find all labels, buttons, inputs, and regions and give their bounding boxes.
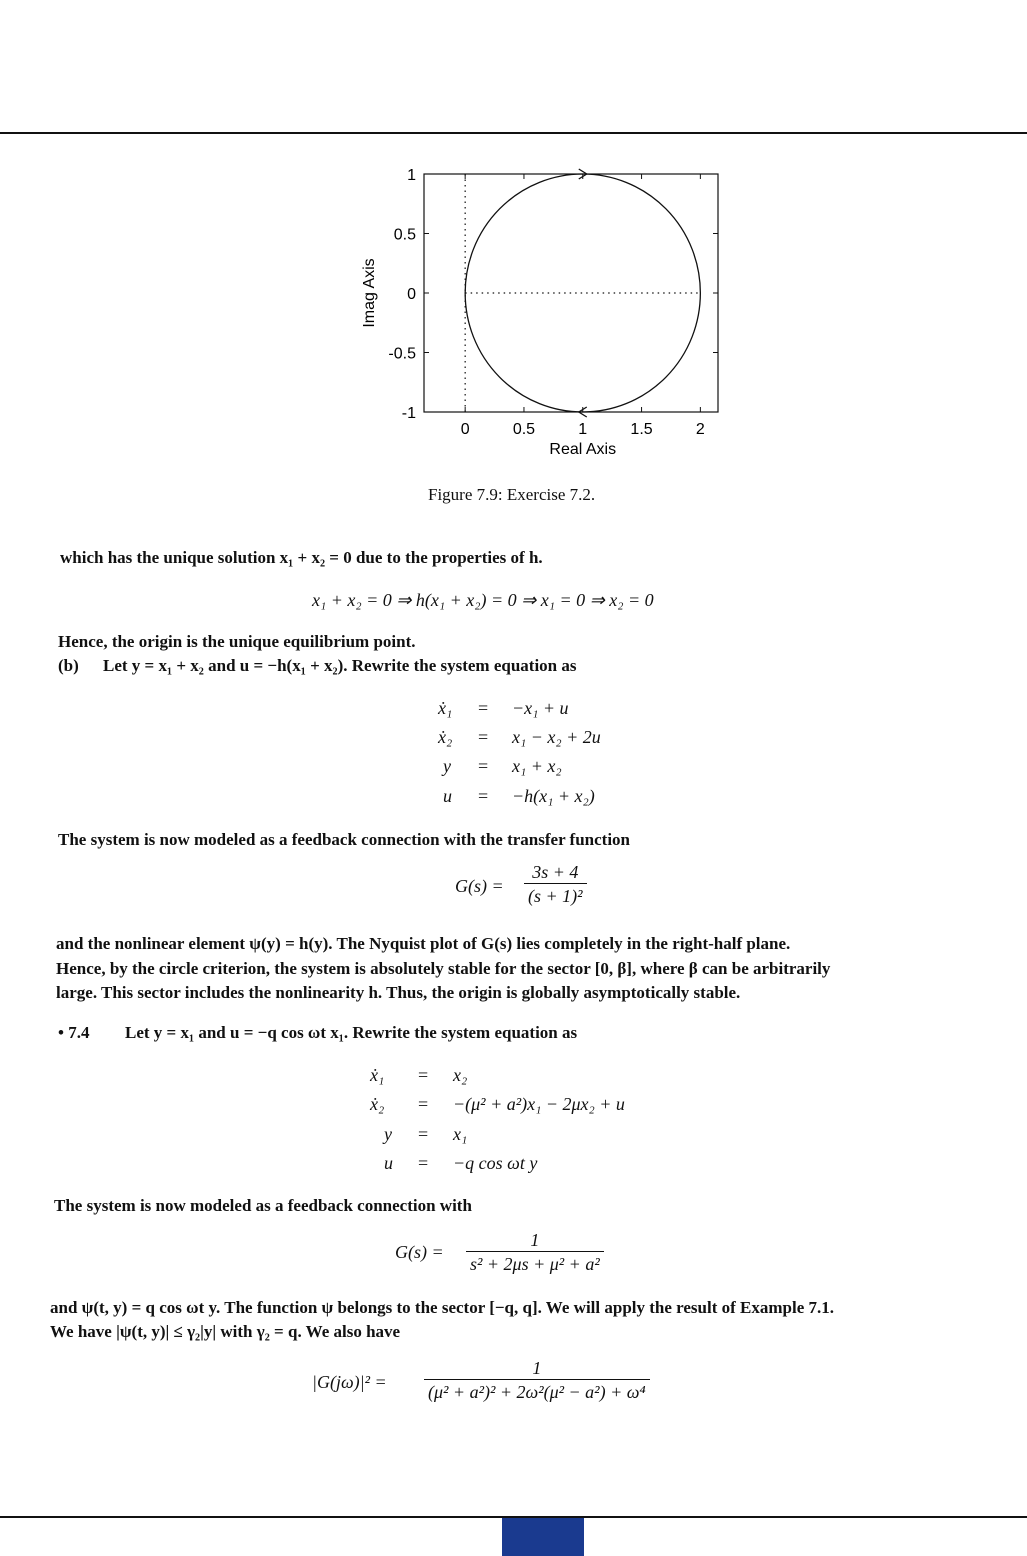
sys1-rhs-1: x₁ − x₂ + 2u — [512, 727, 601, 747]
paragraph-4: The system is now modeled as a feedback connection with the transfer function — [58, 830, 631, 849]
x-tick-label: 1 — [578, 421, 588, 438]
sys2-rhs-1: −(μ² + a²)x₁ − 2μx₂ + u — [453, 1094, 625, 1114]
sys2-lhs-0: ẋ₁ — [370, 1065, 385, 1085]
sys2-eq-1: = — [418, 1094, 429, 1114]
x-axis-label: Real Axis — [549, 441, 617, 458]
transfer-function-1-fraction — [524, 862, 587, 907]
paragraph-3: Let y = x₁ + x₂ and u = −h(x₁ + x₂). Rewrite the system equation as — [103, 656, 577, 675]
sys2-eq-0: = — [418, 1065, 429, 1085]
transfer-function-2-fraction — [466, 1230, 604, 1275]
sys1-eq-3: = — [478, 786, 489, 806]
paragraph-2: Hence, the origin is the unique equilibrium point. — [58, 632, 416, 651]
paragraph-5-line-2: Hence, by the circle criterion, the system is absolutely stable for the sector [0, β], where β can be arbitrarily — [56, 959, 831, 978]
sys2-lhs-3: u — [384, 1153, 393, 1173]
page-number-badge — [502, 1518, 584, 1556]
sys2-lhs-2: y — [384, 1124, 392, 1144]
equation-implication: x₁ + x₂ = 0 ⇒ h(x₁ + x₂) = 0 ⇒ x₁ = 0 ⇒ x₂ = 0 — [312, 590, 654, 610]
transfer-function-2-lhs: G(s) = — [395, 1242, 444, 1262]
sys1-lhs-2: y — [443, 756, 451, 776]
figure-caption: Figure 7.9: Exercise 7.2. — [428, 485, 596, 504]
x-tick-label: 0 — [460, 421, 470, 438]
paragraph-1: which has the unique solution x₁ + x₂ = 0 due to the properties of h. — [60, 548, 543, 567]
y-tick-label: 1 — [407, 167, 416, 184]
sys1-lhs-3: u — [443, 786, 452, 806]
sys2-eq-3: = — [418, 1153, 429, 1173]
transfer-function-1-denominator: (s + 1)² — [524, 883, 587, 907]
y-tick-label: -0.5 — [388, 345, 416, 363]
top-rule — [0, 132, 1027, 134]
paragraph-6: Let y = x₁ and u = −q cos ωt x₁. Rewrite the system equation as — [125, 1023, 578, 1042]
sys2-eq-2: = — [418, 1124, 429, 1144]
sys1-rhs-2: x₁ + x₂ — [512, 756, 562, 776]
sys2-rhs-3: −q cos ωt y — [453, 1153, 538, 1173]
exercise-label: • 7.4 — [58, 1023, 90, 1042]
sys2-rhs-0: x₂ — [453, 1065, 468, 1085]
sys1-eq-0: = — [478, 698, 489, 718]
sys2-lhs-1: ẋ₂ — [370, 1094, 385, 1114]
x-tick-label: 2 — [695, 421, 705, 438]
x-tick-label: 1.5 — [630, 421, 653, 438]
transfer-function-2-numerator: 1 — [530, 1230, 540, 1250]
gain-equation-fraction — [424, 1358, 650, 1403]
sys1-lhs-1: ẋ₂ — [438, 727, 453, 747]
part-b-label: (b) — [58, 656, 79, 675]
transfer-function-1-numerator: 3s + 4 — [532, 862, 579, 882]
x-tick-label: 0.5 — [512, 421, 536, 438]
y-tick-label: 0 — [407, 286, 416, 303]
paragraph-7: The system is now modeled as a feedback connection with — [54, 1196, 472, 1215]
sys2-rhs-2: x₁ — [453, 1124, 468, 1144]
paragraph-8-line-2: We have |ψ(t, y)| ≤ γ₂|y| with γ₂ = q. We also have — [50, 1322, 401, 1341]
gain-equation-lhs: |G(jω)|² = — [312, 1372, 387, 1392]
y-tick-label: -1 — [401, 405, 416, 422]
paragraph-5-line-3: large. This sector includes the nonlinearity h. Thus, the origin is globally asymptotically stable. — [56, 983, 741, 1002]
sys1-rhs-0: −x₁ + u — [512, 698, 569, 718]
paragraph-8-line-1: and ψ(t, y) = q cos ωt y. The function ψ belongs to the sector [−q, q]. We will apply the result of Example 7.1. — [50, 1298, 835, 1317]
nyquist-chart — [340, 160, 740, 470]
transfer-function-1-lhs: G(s) = — [455, 876, 504, 896]
y-tick-label: 0.5 — [393, 226, 416, 244]
gain-equation-numerator: 1 — [532, 1358, 542, 1378]
nyquist-curve — [465, 174, 700, 412]
transfer-function-2-denominator: s² + 2μs + μ² + a² — [466, 1251, 604, 1275]
sys1-eq-1: = — [478, 727, 489, 747]
y-axis-label: Imag Axis — [361, 258, 378, 328]
sys1-lhs-0: ẋ₁ — [438, 698, 453, 718]
sys1-rhs-3: −h(x₁ + x₂) — [512, 786, 595, 806]
sys1-eq-2: = — [478, 756, 489, 776]
gain-equation-denominator: (μ² + a²)² + 2ω²(μ² − a²) + ω⁴ — [424, 1379, 650, 1403]
paragraph-5-line-1: and the nonlinear element ψ(y) = h(y). The Nyquist plot of G(s) lies completely in the right-half plane. — [56, 934, 791, 953]
